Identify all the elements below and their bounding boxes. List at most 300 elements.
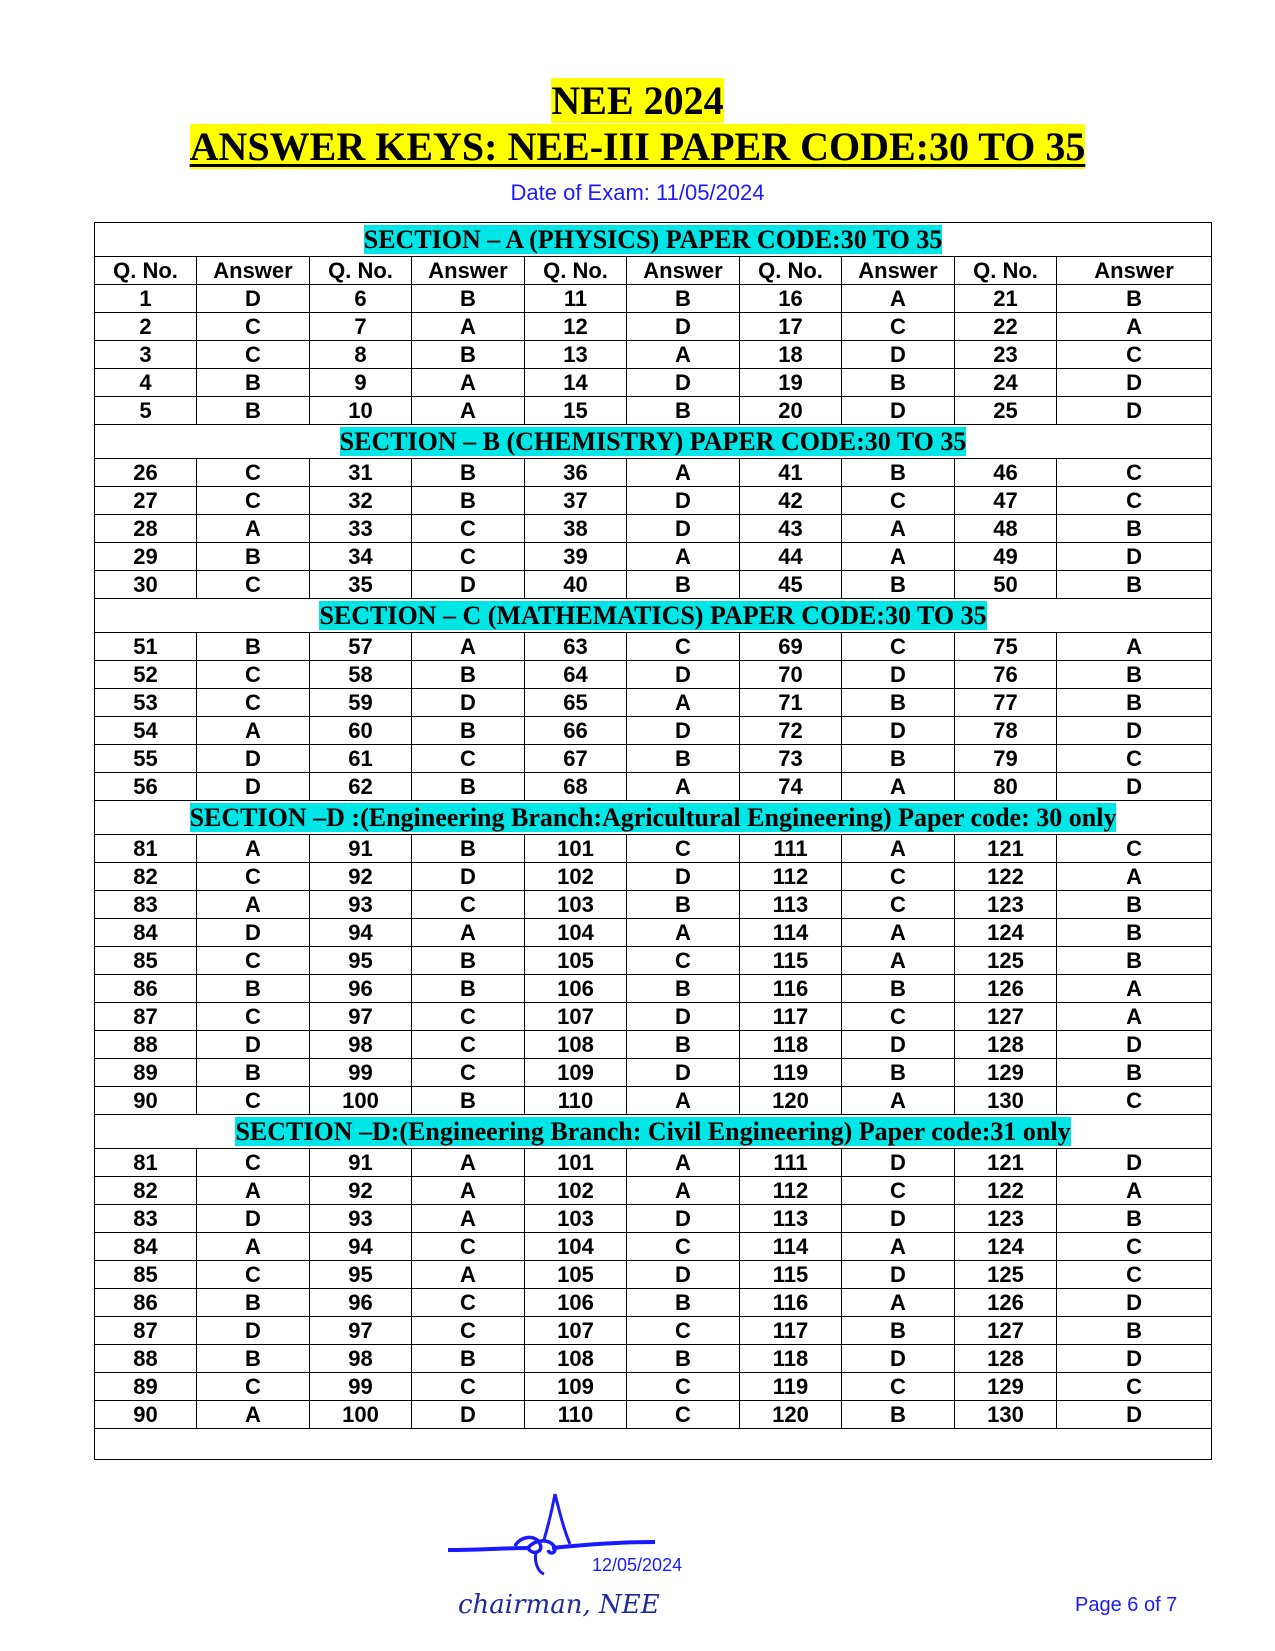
page-title	[0, 77, 1275, 125]
question-number-cell: 83	[95, 1205, 197, 1233]
question-number-cell: 25	[955, 397, 1057, 425]
question-number-cell: 63	[525, 633, 627, 661]
answer-cell: D	[627, 1261, 740, 1289]
answer-cell: A	[412, 919, 525, 947]
question-number-cell: 45	[740, 571, 842, 599]
answer-cell: A	[1057, 975, 1212, 1003]
question-number-cell: 17	[740, 313, 842, 341]
question-number-cell: 121	[955, 1149, 1057, 1177]
question-number-cell: 64	[525, 661, 627, 689]
question-number-cell: 91	[310, 1149, 412, 1177]
question-number-cell: 10	[310, 397, 412, 425]
question-number-cell: 93	[310, 891, 412, 919]
table-row	[95, 285, 1212, 313]
question-number-cell: 5	[95, 397, 197, 425]
table-row	[95, 1177, 1212, 1205]
question-number-cell: 33	[310, 515, 412, 543]
answer-cell: B	[627, 1289, 740, 1317]
question-number-cell: 12	[525, 313, 627, 341]
question-number-cell: 124	[955, 1233, 1057, 1261]
question-number-cell: 100	[310, 1087, 412, 1115]
answer-cell: B	[627, 571, 740, 599]
question-number-cell: 85	[95, 1261, 197, 1289]
answer-cell: D	[1057, 1345, 1212, 1373]
question-number-cell: 116	[740, 975, 842, 1003]
question-number-cell: 122	[955, 863, 1057, 891]
answer-cell: B	[842, 975, 955, 1003]
question-number-cell: 3	[95, 341, 197, 369]
question-number-cell: 50	[955, 571, 1057, 599]
answer-cell: A	[842, 1233, 955, 1261]
question-number-cell: 71	[740, 689, 842, 717]
table-row	[95, 1149, 1212, 1177]
answer-cell: B	[197, 633, 310, 661]
question-number-cell: 114	[740, 1233, 842, 1261]
question-number-cell: 23	[955, 341, 1057, 369]
answer-cell: C	[412, 891, 525, 919]
question-number-cell: 112	[740, 863, 842, 891]
question-number-cell: 86	[95, 975, 197, 1003]
question-number-cell: 119	[740, 1059, 842, 1087]
answer-cell: B	[412, 661, 525, 689]
answer-cell: A	[412, 1149, 525, 1177]
answer-cell: A	[627, 773, 740, 801]
table-row	[95, 863, 1212, 891]
question-number-cell: 11	[525, 285, 627, 313]
answer-cell: C	[412, 1373, 525, 1401]
question-number-cell: 51	[95, 633, 197, 661]
question-number-cell: 52	[95, 661, 197, 689]
question-number-cell: 35	[310, 571, 412, 599]
answer-cell: A	[1057, 633, 1212, 661]
question-number-cell: 72	[740, 717, 842, 745]
table-row	[95, 313, 1212, 341]
answer-cell: B	[197, 1059, 310, 1087]
question-number-cell: 65	[525, 689, 627, 717]
answer-cell: D	[1057, 397, 1212, 425]
question-number-cell: 60	[310, 717, 412, 745]
table-row	[95, 633, 1212, 661]
column-header: Q. No.	[525, 257, 627, 285]
section-title-cell	[95, 425, 1212, 459]
signature-caption: chairman, NEE	[458, 1590, 660, 1620]
answer-cell: A	[842, 1289, 955, 1317]
answer-cell: A	[627, 919, 740, 947]
question-number-cell: 102	[525, 863, 627, 891]
answer-cell: B	[842, 745, 955, 773]
answer-cell: C	[842, 891, 955, 919]
question-number-cell: 117	[740, 1003, 842, 1031]
answer-cell: C	[1057, 1261, 1212, 1289]
answer-cell: D	[842, 1205, 955, 1233]
question-number-cell: 109	[525, 1373, 627, 1401]
section-title-cell	[95, 801, 1212, 835]
question-number-cell: 2	[95, 313, 197, 341]
answer-cell: B	[412, 285, 525, 313]
answer-cell: D	[197, 919, 310, 947]
answer-cell: A	[412, 633, 525, 661]
question-number-cell: 118	[740, 1345, 842, 1373]
answer-cell: C	[197, 313, 310, 341]
answer-cell: B	[1057, 285, 1212, 313]
question-number-cell: 106	[525, 975, 627, 1003]
answer-cell: B	[627, 397, 740, 425]
section-title-cell	[95, 599, 1212, 633]
question-number-cell: 61	[310, 745, 412, 773]
answer-cell: C	[197, 571, 310, 599]
question-number-cell: 30	[95, 571, 197, 599]
question-number-cell: 88	[95, 1031, 197, 1059]
answer-cell: D	[627, 661, 740, 689]
answer-cell: B	[197, 1289, 310, 1317]
question-number-cell: 115	[740, 947, 842, 975]
answer-cell: B	[1057, 571, 1212, 599]
question-number-cell: 96	[310, 1289, 412, 1317]
answer-cell: C	[1057, 459, 1212, 487]
answer-cell: C	[842, 1177, 955, 1205]
question-number-cell: 37	[525, 487, 627, 515]
question-number-cell: 77	[955, 689, 1057, 717]
answer-cell: C	[627, 1401, 740, 1429]
section-title: SECTION – A (PHYSICS) PAPER CODE:30 TO 35	[363, 225, 943, 254]
question-number-cell: 54	[95, 717, 197, 745]
answer-cell: B	[1057, 919, 1212, 947]
column-header: Answer	[627, 257, 740, 285]
question-number-cell: 127	[955, 1003, 1057, 1031]
answer-cell: B	[842, 571, 955, 599]
answer-cell: C	[412, 1059, 525, 1087]
question-number-cell: 89	[95, 1373, 197, 1401]
question-number-cell: 15	[525, 397, 627, 425]
column-header: Q. No.	[955, 257, 1057, 285]
question-number-cell: 78	[955, 717, 1057, 745]
answer-cell: C	[412, 543, 525, 571]
table-row	[95, 369, 1212, 397]
answer-cell: A	[627, 1087, 740, 1115]
answer-cell: A	[842, 285, 955, 313]
section-header-row	[95, 425, 1212, 459]
table-row	[95, 891, 1212, 919]
question-number-cell: 29	[95, 543, 197, 571]
answer-cell: C	[842, 1373, 955, 1401]
question-number-cell: 93	[310, 1205, 412, 1233]
table-row	[95, 947, 1212, 975]
question-number-cell: 26	[95, 459, 197, 487]
answer-cell: A	[412, 1177, 525, 1205]
question-number-cell: 113	[740, 891, 842, 919]
answer-cell: D	[1057, 1401, 1212, 1429]
answer-cell: B	[842, 1317, 955, 1345]
answer-cell: B	[412, 1087, 525, 1115]
question-number-cell: 32	[310, 487, 412, 515]
table-row	[95, 1373, 1212, 1401]
blank-cell	[95, 1429, 1212, 1460]
answer-cell: D	[1057, 1149, 1212, 1177]
answer-cell: A	[197, 1233, 310, 1261]
answer-cell: A	[1057, 313, 1212, 341]
answer-cell: A	[197, 717, 310, 745]
answer-cell: D	[412, 689, 525, 717]
answer-cell: B	[627, 891, 740, 919]
answer-cell: B	[412, 975, 525, 1003]
column-header: Answer	[197, 257, 310, 285]
question-number-cell: 114	[740, 919, 842, 947]
question-number-cell: 101	[525, 1149, 627, 1177]
table-row	[95, 1401, 1212, 1429]
question-number-cell: 127	[955, 1317, 1057, 1345]
answer-cell: B	[412, 487, 525, 515]
table-row	[95, 1059, 1212, 1087]
question-number-cell: 92	[310, 863, 412, 891]
answer-cell: D	[1057, 543, 1212, 571]
answer-cell: C	[1057, 745, 1212, 773]
question-number-cell: 41	[740, 459, 842, 487]
question-number-cell: 43	[740, 515, 842, 543]
answer-cell: B	[412, 1345, 525, 1373]
question-number-cell: 89	[95, 1059, 197, 1087]
answer-cell: D	[412, 571, 525, 599]
answer-cell: D	[197, 745, 310, 773]
answer-cell: A	[1057, 863, 1212, 891]
question-number-cell: 110	[525, 1401, 627, 1429]
question-number-cell: 20	[740, 397, 842, 425]
answer-cell: C	[197, 1261, 310, 1289]
answer-cell: B	[197, 543, 310, 571]
answer-cell: C	[627, 1317, 740, 1345]
answer-cell: B	[412, 717, 525, 745]
question-number-cell: 123	[955, 891, 1057, 919]
answer-cell: D	[1057, 773, 1212, 801]
question-number-cell: 97	[310, 1317, 412, 1345]
answer-cell: B	[197, 1345, 310, 1373]
answer-cell: A	[197, 891, 310, 919]
answer-cell: B	[842, 689, 955, 717]
question-number-cell: 91	[310, 835, 412, 863]
answer-cell: A	[627, 1177, 740, 1205]
answer-cell: A	[842, 773, 955, 801]
table-row	[95, 1317, 1212, 1345]
answer-cell: B	[1057, 1059, 1212, 1087]
page-number: Page 6 of 7	[1075, 1594, 1178, 1616]
question-number-cell: 116	[740, 1289, 842, 1317]
answer-cell: C	[627, 1373, 740, 1401]
answer-cell: A	[627, 689, 740, 717]
question-number-cell: 82	[95, 863, 197, 891]
question-number-cell: 70	[740, 661, 842, 689]
question-number-cell: 69	[740, 633, 842, 661]
table-row	[95, 1205, 1212, 1233]
table-row	[95, 1087, 1212, 1115]
question-number-cell: 31	[310, 459, 412, 487]
answer-cell: B	[627, 745, 740, 773]
answer-cell: C	[412, 1233, 525, 1261]
answer-cell: D	[842, 397, 955, 425]
answer-cell: B	[412, 459, 525, 487]
question-number-cell: 92	[310, 1177, 412, 1205]
question-number-cell: 108	[525, 1031, 627, 1059]
question-number-cell: 87	[95, 1003, 197, 1031]
question-number-cell: 105	[525, 947, 627, 975]
answer-cell: C	[412, 1003, 525, 1031]
column-header: Answer	[1057, 257, 1212, 285]
table-row	[95, 1261, 1212, 1289]
question-number-cell: 28	[95, 515, 197, 543]
answer-cell: B	[1057, 947, 1212, 975]
question-number-cell: 97	[310, 1003, 412, 1031]
answer-cell: A	[1057, 1003, 1212, 1031]
answer-cell: D	[627, 313, 740, 341]
question-number-cell: 40	[525, 571, 627, 599]
column-header: Q. No.	[310, 257, 412, 285]
question-number-cell: 81	[95, 835, 197, 863]
question-number-cell: 38	[525, 515, 627, 543]
question-number-cell: 90	[95, 1087, 197, 1115]
answer-cell: A	[197, 515, 310, 543]
answer-cell: A	[1057, 1177, 1212, 1205]
table-row	[95, 773, 1212, 801]
answer-cell: A	[412, 1261, 525, 1289]
table-row	[95, 1031, 1212, 1059]
answer-cell: B	[627, 975, 740, 1003]
answer-cell: A	[842, 1087, 955, 1115]
answer-cell: C	[1057, 1087, 1212, 1115]
section-title: SECTION – B (CHEMISTRY) PAPER CODE:30 TO 35	[339, 427, 967, 456]
answer-cell: C	[412, 1031, 525, 1059]
question-number-cell: 47	[955, 487, 1057, 515]
question-number-cell: 109	[525, 1059, 627, 1087]
question-number-cell: 6	[310, 285, 412, 313]
answer-cell: C	[627, 1233, 740, 1261]
table-row	[95, 459, 1212, 487]
column-header: Q. No.	[740, 257, 842, 285]
question-number-cell: 62	[310, 773, 412, 801]
column-header: Answer	[412, 257, 525, 285]
answer-cell: B	[1057, 1317, 1212, 1345]
question-number-cell: 98	[310, 1345, 412, 1373]
answer-cell: B	[842, 1059, 955, 1087]
question-number-cell: 107	[525, 1317, 627, 1345]
question-number-cell: 105	[525, 1261, 627, 1289]
answer-cell: A	[842, 947, 955, 975]
answer-cell: B	[627, 1345, 740, 1373]
answer-cell: C	[197, 863, 310, 891]
answer-cell: C	[842, 633, 955, 661]
answer-cell: B	[627, 1031, 740, 1059]
table-row	[95, 1233, 1212, 1261]
answer-cell: C	[1057, 1233, 1212, 1261]
answer-cell: B	[412, 773, 525, 801]
answer-cell: A	[197, 835, 310, 863]
answer-cell: B	[197, 975, 310, 1003]
answer-cell: C	[197, 689, 310, 717]
section-header-row	[95, 801, 1212, 835]
question-number-cell: 99	[310, 1373, 412, 1401]
table-row	[95, 975, 1212, 1003]
answer-cell: C	[412, 1317, 525, 1345]
section-header-row	[95, 1115, 1212, 1149]
question-number-cell: 67	[525, 745, 627, 773]
question-number-cell: 115	[740, 1261, 842, 1289]
answer-cell: D	[1057, 717, 1212, 745]
table-row	[95, 341, 1212, 369]
answer-cell: A	[627, 459, 740, 487]
column-header: Q. No.	[95, 257, 197, 285]
answer-cell: D	[197, 1031, 310, 1059]
answer-cell: B	[1057, 515, 1212, 543]
question-number-cell: 14	[525, 369, 627, 397]
question-number-cell: 95	[310, 1261, 412, 1289]
question-number-cell: 19	[740, 369, 842, 397]
answer-cell: A	[627, 543, 740, 571]
table-row	[95, 397, 1212, 425]
table-row	[95, 1003, 1212, 1031]
question-number-cell: 130	[955, 1087, 1057, 1115]
answer-cell: C	[197, 341, 310, 369]
question-number-cell: 83	[95, 891, 197, 919]
question-number-cell: 34	[310, 543, 412, 571]
answer-cell: B	[197, 369, 310, 397]
question-number-cell: 81	[95, 1149, 197, 1177]
question-number-cell: 111	[740, 1149, 842, 1177]
answer-cell: D	[842, 1345, 955, 1373]
answer-cell: A	[842, 543, 955, 571]
answer-cell: B	[842, 459, 955, 487]
section-title-cell	[95, 1115, 1212, 1149]
table-row	[95, 487, 1212, 515]
question-number-cell: 58	[310, 661, 412, 689]
question-number-cell: 79	[955, 745, 1057, 773]
answer-cell: A	[842, 835, 955, 863]
question-number-cell: 82	[95, 1177, 197, 1205]
answer-cell: D	[1057, 369, 1212, 397]
question-number-cell: 21	[955, 285, 1057, 313]
answer-cell: C	[1057, 1373, 1212, 1401]
answer-cell: D	[627, 515, 740, 543]
question-number-cell: 99	[310, 1059, 412, 1087]
answer-cell: C	[197, 487, 310, 515]
answer-cell: C	[197, 947, 310, 975]
answer-cell: C	[627, 835, 740, 863]
table-row	[95, 543, 1212, 571]
answer-cell: A	[412, 397, 525, 425]
table-row	[95, 689, 1212, 717]
answer-cell: C	[197, 1087, 310, 1115]
question-number-cell: 121	[955, 835, 1057, 863]
question-number-cell: 8	[310, 341, 412, 369]
question-number-cell: 98	[310, 1031, 412, 1059]
column-header-row	[95, 257, 1212, 285]
answer-cell: B	[1057, 891, 1212, 919]
answer-cell: D	[197, 285, 310, 313]
answer-cell: B	[627, 285, 740, 313]
table-row	[95, 717, 1212, 745]
answer-cell: C	[197, 1373, 310, 1401]
question-number-cell: 123	[955, 1205, 1057, 1233]
question-number-cell: 74	[740, 773, 842, 801]
question-number-cell: 118	[740, 1031, 842, 1059]
answer-cell: B	[1057, 689, 1212, 717]
answer-cell: B	[412, 341, 525, 369]
table-row	[95, 835, 1212, 863]
answer-cell: D	[842, 1031, 955, 1059]
question-number-cell: 4	[95, 369, 197, 397]
answer-cell: C	[842, 313, 955, 341]
question-number-cell: 128	[955, 1031, 1057, 1059]
answer-cell: D	[842, 717, 955, 745]
answer-cell: C	[842, 863, 955, 891]
question-number-cell: 66	[525, 717, 627, 745]
question-number-cell: 24	[955, 369, 1057, 397]
